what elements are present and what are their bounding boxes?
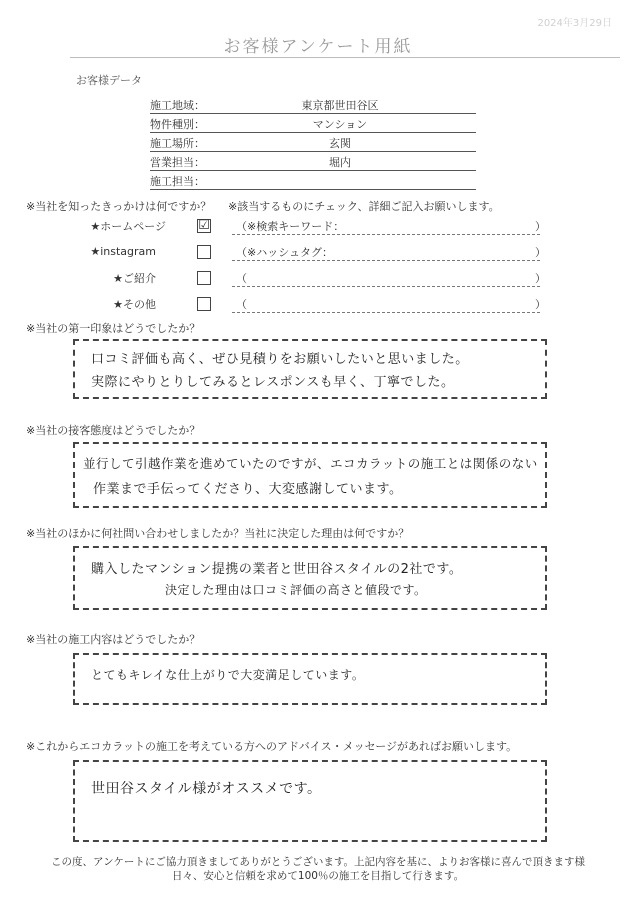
customer-row-label: 物件種別：	[150, 118, 205, 131]
q3-answer-line: 並行して引越作業を進めていたのですが、エコカラットの施工とは関係のない	[83, 456, 538, 471]
q2-answer-line: 口コミ評価も高く、ぜひ見積りをお願いしたいと思いました。	[91, 352, 469, 367]
customer-row-sales	[150, 153, 476, 171]
q4-answer-box	[73, 546, 547, 610]
q3-answer-box	[73, 442, 547, 508]
customer-row-value: マンション	[312, 118, 368, 131]
q1-instruction: ※該当するものにチェック、詳細ご記入お願いします。	[228, 200, 500, 213]
customer-row-value: 堀内	[329, 156, 351, 169]
source-label-instagram: ★instagram	[90, 245, 156, 258]
q3-answer-line: 作業まで手伝ってくださり、大変感謝しています。	[93, 482, 403, 497]
title-divider	[70, 57, 620, 58]
source-detail-referral: （	[236, 272, 247, 285]
q2-answer-box	[73, 339, 547, 399]
source-close-paren: ）	[535, 246, 546, 259]
source-detail-homepage: （※検索キーワード：	[236, 220, 345, 233]
q5-answer-line: とてもキレイな仕上がりで大変満足しています。	[91, 668, 365, 682]
customer-section-label: お客様データ	[76, 74, 142, 87]
customer-row-builder	[150, 172, 476, 190]
detail-line-instagram	[232, 260, 540, 261]
customer-row-label: 施工担当：	[150, 175, 205, 188]
customer-row-type	[150, 115, 476, 133]
q6-answer-line: 世田谷スタイル様がオススメです。	[91, 781, 322, 797]
q4-answer-line: 購入したマンション提携の業者と世田谷スタイルの2社です。	[91, 562, 463, 577]
q2-question: ※当社の第一印象はどうでしたか？	[26, 322, 201, 335]
referral-checkbox[interactable]	[197, 271, 211, 285]
page-title: お客様アンケート用紙	[223, 37, 413, 57]
q1-question: ※当社を知ったきっかけは何ですか？	[26, 200, 212, 213]
homepage-checkbox[interactable]: ☑	[198, 218, 210, 233]
source-label-referral: ★ご紹介	[113, 272, 156, 285]
q6-answer-box	[73, 760, 547, 842]
footer-line: 日々、安心と信頼を求めて100％の施工を目指して行きます。	[171, 870, 465, 882]
q4-question: ※当社のほかに何社問い合わせしましたか？当社に決定した理由は何ですか？	[26, 527, 410, 540]
source-label-homepage: ★ホームページ	[90, 220, 166, 233]
q5-answer-box	[73, 653, 547, 705]
q5-question: ※当社の施工内容はどうでしたか？	[26, 633, 201, 646]
q2-answer-line: 実際にやりとりしてみるとレスポンスも早く、丁寧でした。	[91, 375, 455, 390]
customer-row-area	[150, 96, 476, 114]
detail-line-referral	[232, 286, 540, 287]
source-close-paren: ）	[535, 220, 546, 233]
source-close-paren: ）	[535, 272, 546, 285]
detail-line-homepage	[232, 234, 540, 235]
q3-question: ※当社の接客態度はどうでしたか？	[26, 424, 201, 437]
customer-row-label: 営業担当：	[150, 156, 205, 169]
customer-row-label: 施工場所：	[150, 137, 205, 150]
source-detail-other: （	[236, 298, 247, 311]
q4-answer-line: 決定した理由は口コミ評価の高さと値段です。	[165, 583, 427, 597]
customer-row-value: 東京都世田谷区	[301, 99, 379, 112]
survey-date: 2024年3月29日	[537, 18, 612, 29]
source-label-other: ★その他	[113, 298, 156, 311]
instagram-checkbox[interactable]	[197, 245, 211, 259]
customer-row-place	[150, 134, 476, 152]
source-close-paren: ）	[535, 298, 546, 311]
customer-row-value: 玄関	[329, 137, 351, 150]
q6-question: ※これからエコカラットの施工を考えている方へのアドバイス・メッセージがあればお願いします。	[26, 740, 518, 753]
detail-line-other	[232, 312, 540, 313]
footer-line: この度、アンケートにご協力頂きましてありがとうございます。上記内容を基に、よりお客様に喜んで頂きます様	[50, 856, 586, 868]
source-detail-instagram: （※ハッシュタグ：	[236, 246, 333, 259]
customer-row-label: 施工地域：	[150, 99, 205, 112]
other-checkbox[interactable]	[197, 297, 211, 311]
